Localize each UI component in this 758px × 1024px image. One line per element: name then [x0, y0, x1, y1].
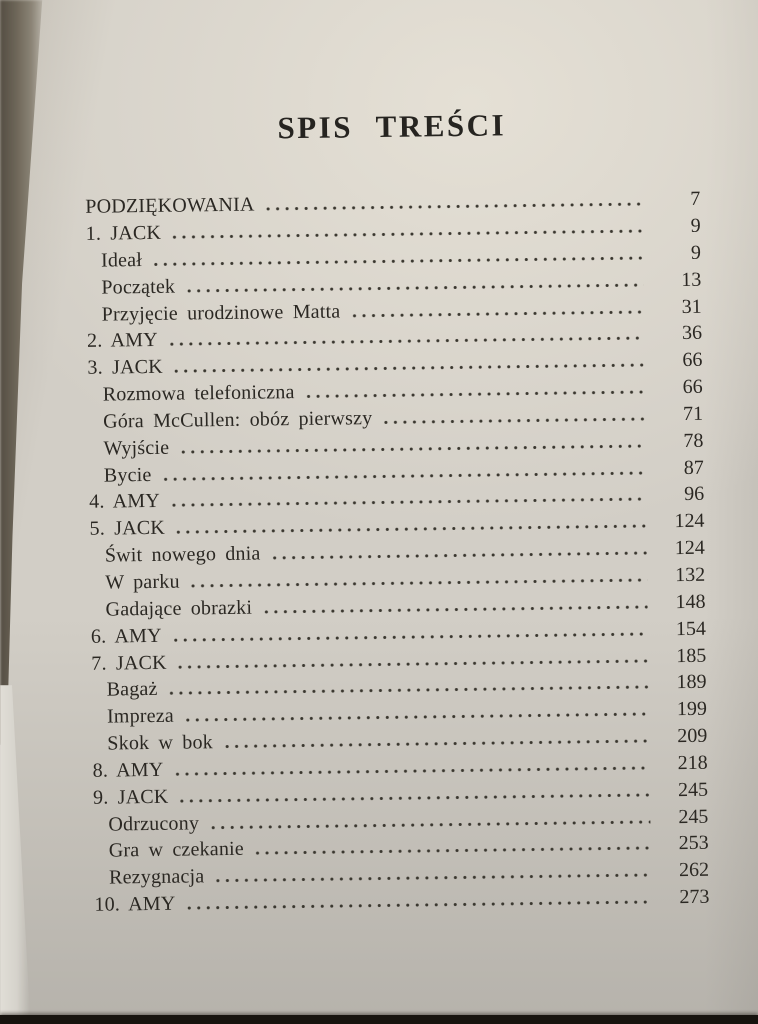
toc-leader-dots [349, 310, 643, 317]
toc-entry-label: 4. AMY [89, 490, 161, 514]
toc-leader-dots [189, 579, 648, 588]
toc-leader-dots [184, 283, 643, 292]
toc-page-number: 154 [675, 617, 707, 640]
toc-entry-label: Impreza [106, 704, 175, 728]
toc-leader-dots [261, 605, 647, 613]
toc-page-number: 66 [682, 375, 703, 399]
toc-entry-label: 10. AMY [94, 892, 176, 916]
toc-page-number: 124 [674, 510, 705, 533]
toc-leader-dots [304, 391, 645, 398]
toc-page-number: 273 [679, 885, 710, 909]
toc-entry-label: PODZIĘKOWANIA [85, 193, 255, 219]
toc-leader-dots [178, 793, 651, 802]
toc-leader-dots [172, 364, 645, 373]
toc-leader-dots [270, 552, 647, 560]
toc-leader-dots [178, 444, 645, 453]
toc-leader-dots [264, 203, 643, 211]
toc-entry-label: Przyjęcie urodzinowe Matta [101, 300, 341, 326]
toc-entry-label: 5. JACK [89, 517, 166, 541]
toc-page-number: 9 [690, 241, 702, 264]
toc-entry-label: Wyjście [103, 436, 170, 460]
toc-page-number: 132 [675, 563, 706, 587]
page-title: SPIS TREŚCI [277, 107, 507, 146]
toc-leader-dots [253, 847, 651, 855]
toc-list [85, 188, 709, 921]
toc-leader-dots [167, 337, 644, 346]
toc-entry-label: Świt nowego dnia [104, 542, 261, 567]
toc-page-number: 31 [681, 295, 702, 318]
toc-entry-label: 8. AMY [92, 758, 164, 782]
toc-page-number: 199 [676, 697, 708, 721]
toc-entry-label: Ideał [100, 248, 143, 272]
toc-page-number: 7 [690, 187, 701, 211]
toc-page-number: 71 [682, 402, 704, 425]
toc-leader-dots [171, 632, 648, 641]
toc-page-number: 9 [690, 214, 701, 237]
toc-page-number: 245 [677, 778, 709, 801]
toc-entry-label: 9. JACK [92, 785, 169, 809]
toc-page-number: 66 [682, 349, 703, 372]
toc-entry-label: Rezygnacja [108, 865, 205, 889]
toc-leader-dots [151, 256, 643, 265]
toc-leader-dots [161, 471, 646, 480]
toc-leader-dots [208, 820, 650, 829]
toc-page-number: 36 [681, 322, 703, 345]
toc-page-number: 124 [674, 536, 705, 560]
toc-entry-label: 2. AMY [86, 329, 158, 353]
toc-leader-dots [170, 230, 643, 239]
toc-entry-label: 1. JACK [85, 221, 162, 245]
toc-entry-label: 7. JACK [91, 651, 167, 675]
toc-leader-dots [222, 740, 649, 749]
toc-leader-dots [169, 498, 646, 507]
toc-page-number: 78 [683, 429, 704, 452]
toc-leader-dots [176, 659, 649, 668]
toc-leader-dots [173, 766, 650, 775]
toc-entry-label: 3. JACK [87, 356, 163, 380]
toc-entry-label: Bagaż [106, 678, 158, 701]
toc-entry-label: W parku [105, 570, 180, 594]
toc-page-number: 87 [683, 456, 704, 479]
toc-leader-dots [381, 417, 645, 423]
toc-page-number: 209 [677, 724, 708, 748]
toc-page-number: 218 [677, 751, 708, 775]
toc-page-number: 262 [678, 859, 710, 882]
toc-entry-label: Gadające obrazki [105, 596, 253, 621]
toc-page-number: 245 [678, 805, 709, 828]
toc-leader-dots [183, 713, 649, 722]
toc-entry-label: Góra McCullen: obóz pierwszy [102, 407, 373, 433]
toc-leader-dots [184, 901, 651, 910]
photo-bottom-edge [0, 1015, 758, 1024]
toc-page-number: 96 [683, 483, 705, 506]
toc-entry-label: Skok w bok [107, 731, 214, 755]
toc-entry-label: Odrzucony [108, 811, 200, 836]
toc-leader-dots [167, 686, 649, 695]
toc-page-number: 189 [676, 671, 707, 694]
toc-entry-label: 6. AMY [90, 624, 162, 648]
toc-leader-dots [174, 525, 647, 534]
toc-entry-label: Początek [101, 275, 176, 299]
toc-page-number: 253 [678, 832, 709, 855]
toc-page-number: 185 [676, 644, 707, 667]
toc-page-number: 148 [675, 590, 706, 613]
toc-page-number: 13 [681, 268, 702, 291]
toc-entry-label: Bycie [103, 463, 152, 487]
toc-entry-label: Rozmowa telefoniczna [102, 381, 295, 406]
toc-leader-dots [213, 874, 651, 883]
toc-entry-label: Gra w czekanie [108, 838, 245, 863]
